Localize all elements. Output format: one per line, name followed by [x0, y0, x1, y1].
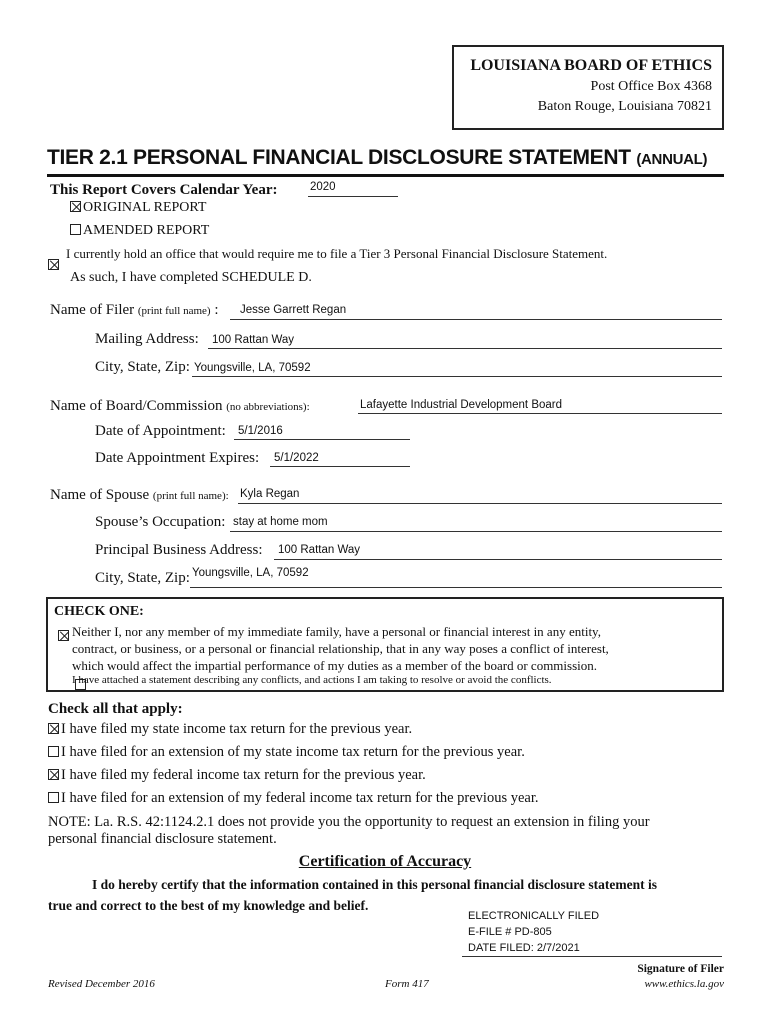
- board-line: [358, 413, 722, 414]
- page-title: [47, 146, 707, 170]
- tax-checkbox[interactable]: [48, 769, 59, 780]
- spouse-name-line: [238, 503, 722, 504]
- filer-name-label: Name of Filer (print full name) :: [50, 302, 219, 318]
- title-rule: [47, 174, 724, 177]
- address-line-1: Post Office Box 4368: [590, 79, 712, 94]
- conflict-statement-label: I have attached a statement describing any conflicts, and actions I am taking to resolve or avoid the conflicts.: [72, 674, 552, 686]
- efile-line-2: E-FILE # PD-805: [468, 926, 552, 938]
- efile-line-1: ELECTRONICALLY FILED: [468, 910, 600, 922]
- signature-label: Signature of Filer: [637, 963, 724, 975]
- tax-option-state-filed[interactable]: [48, 721, 412, 738]
- board-value[interactable]: Lafayette Industrial Development Board: [360, 399, 563, 411]
- footer-revised: Revised December 2016: [48, 978, 155, 990]
- tax-checkbox[interactable]: [48, 723, 59, 734]
- tax-option-label: I have filed my state income tax return for the previous year.: [61, 721, 413, 737]
- appointment-value[interactable]: 5/1/2016: [238, 425, 283, 437]
- business-address-label: Principal Business Address:: [95, 542, 263, 558]
- check-one-heading: CHECK ONE:: [54, 604, 144, 619]
- appointment-line: [234, 439, 410, 440]
- spouse-csz-label: City, State, Zip:: [95, 570, 190, 586]
- amended-report-checkbox[interactable]: [70, 224, 81, 235]
- tier3-line-1: I currently hold an office that would require me to file a Tier 3 Personal Financial Disclosure Statement.: [66, 246, 608, 261]
- tax-option-label: I have filed my federal income tax return for the previous year.: [61, 767, 426, 783]
- original-report-option[interactable]: [70, 199, 206, 216]
- header-box: [452, 45, 724, 130]
- tax-option-federal-filed[interactable]: [48, 767, 426, 784]
- note-line-2: personal financial disclosure statement.: [48, 831, 277, 847]
- no-conflict-checkbox[interactable]: [58, 630, 69, 641]
- tax-option-federal-extension[interactable]: [48, 790, 539, 807]
- title-main: TIER 2.1 PERSONAL FINANCIAL DISCLOSURE STATEMENT: [47, 146, 631, 169]
- expires-label: Date Appointment Expires:: [95, 450, 260, 466]
- filer-csz-value[interactable]: Youngsville, LA, 70592: [194, 362, 311, 374]
- note-line-1: NOTE: La. R.S. 42:1124.2.1 does not provide you the opportunity to request an extension in filing your: [48, 814, 650, 830]
- spouse-csz-value[interactable]: Youngsville, LA, 70592: [192, 567, 309, 579]
- title-suffix: (ANNUAL): [636, 151, 708, 168]
- no-conflict-line-3: which would affect the impartial performance of my duties as a member of the board or commission.: [72, 658, 598, 673]
- expires-line: [270, 466, 410, 467]
- original-report-label: ORIGINAL REPORT: [83, 200, 207, 215]
- expires-value[interactable]: 5/1/2022: [274, 452, 319, 464]
- certification-line-1: I do hereby certify that the information contained in this personal financial disclosure statement is: [92, 877, 657, 892]
- certification-line-2: true and correct to the best of my knowledge and belief.: [48, 898, 369, 913]
- footer-form: Form 417: [385, 978, 429, 990]
- no-conflict-line-2: contract, or business, or a personal or financial relationship, that in any way poses a conflict of interest,: [72, 641, 609, 656]
- tax-option-label: I have filed for an extension of my state income tax return for the previous year.: [61, 744, 525, 760]
- original-report-checkbox[interactable]: [70, 201, 81, 212]
- year-line: [308, 196, 398, 197]
- check-all-heading: Check all that apply:: [48, 701, 183, 717]
- mailing-label: Mailing Address:: [95, 331, 199, 347]
- filer-csz-line: [192, 376, 722, 377]
- appointment-label: Date of Appointment:: [95, 423, 226, 439]
- mailing-line: [208, 348, 722, 349]
- tax-option-label: I have filed for an extension of my federal income tax return for the previous year.: [61, 790, 539, 806]
- filer-csz-label: City, State, Zip:: [95, 359, 190, 375]
- efile-line-3: DATE FILED: 2/7/2021: [468, 942, 580, 954]
- year-label: This Report Covers Calendar Year:: [50, 182, 278, 198]
- spouse-csz-line: [190, 587, 722, 588]
- spouse-occupation-value[interactable]: stay at home mom: [233, 516, 328, 528]
- spouse-occupation-line: [230, 531, 722, 532]
- amended-report-label: AMENDED REPORT: [83, 223, 210, 238]
- spouse-name-value[interactable]: Kyla Regan: [240, 488, 300, 500]
- tax-checkbox[interactable]: [48, 746, 59, 757]
- business-address-line: [274, 559, 722, 560]
- tax-checkbox[interactable]: [48, 792, 59, 803]
- footer-website[interactable]: www.ethics.la.gov: [644, 978, 724, 990]
- filer-name-line: [230, 319, 722, 320]
- certification-heading: Certification of Accuracy: [298, 853, 472, 870]
- year-value[interactable]: 2020: [310, 181, 336, 193]
- tax-option-state-extension[interactable]: [48, 744, 525, 761]
- spouse-occupation-label: Spouse’s Occupation:: [95, 514, 226, 530]
- board-label: Name of Board/Commission (no abbreviations):: [50, 398, 310, 414]
- filer-name-value[interactable]: Jesse Garrett Regan: [240, 304, 347, 316]
- amended-report-option[interactable]: [70, 222, 209, 239]
- check-one-box: [46, 597, 724, 692]
- tier3-checkbox[interactable]: [48, 259, 59, 270]
- tier3-line-2: As such, I have completed SCHEDULE D.: [70, 270, 312, 285]
- no-conflict-line-1: Neither I, nor any member of my immediate family, have a personal or financial interest in any entity,: [72, 624, 601, 639]
- signature-line: [462, 956, 722, 957]
- mailing-value[interactable]: 100 Rattan Way: [212, 334, 295, 346]
- spouse-name-label: Name of Spouse (print full name):: [50, 487, 229, 503]
- business-address-value[interactable]: 100 Rattan Way: [278, 544, 361, 556]
- org-name: LOUISIANA BOARD OF ETHICS: [470, 57, 712, 74]
- address-line-2: Baton Rouge, Louisiana 70821: [537, 99, 712, 114]
